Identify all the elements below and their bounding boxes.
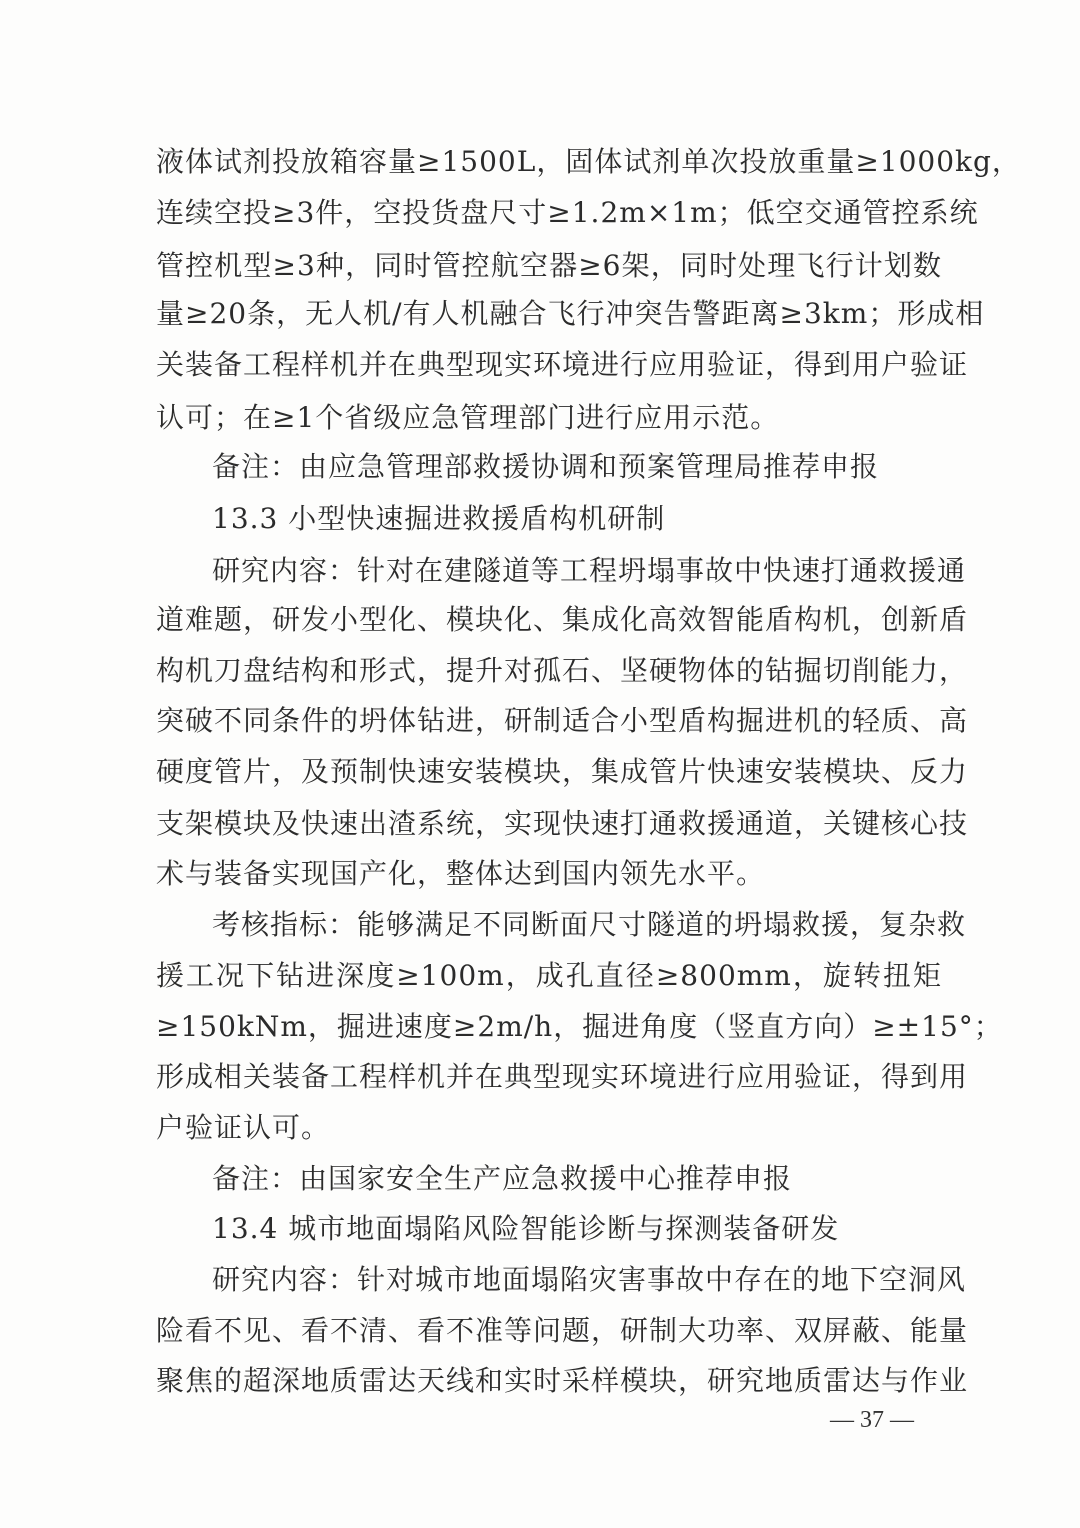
text-line: 关装备工程样机并在典型现实环境进行应用验证，得到用户验证 (156, 348, 969, 381)
text-line: ≥150kNm，掘进速度≥2m/h，掘进角度（竖直方向）≥±15°； (156, 1010, 1003, 1043)
text-line: 量≥20条，无人机/有人机融合飞行冲突告警距离≥3km；形成相 (156, 297, 985, 330)
page-number: — 37 — (830, 1407, 914, 1433)
section-heading-13-3: 13.3 小型快速掘进救援盾构机研制 (212, 502, 666, 535)
text-line: 形成相关装备工程样机并在典型现实环境进行应用验证，得到用 (156, 1060, 969, 1093)
text-line: 研究内容：针对城市地面塌陷灾害事故中存在的地下空洞风 (212, 1263, 967, 1296)
text-line: 聚焦的超深地质雷达天线和实时采样模块，研究地质雷达与作业 (156, 1364, 969, 1397)
text-line: 认可；在≥1个省级应急管理部门进行应用示范。 (156, 401, 780, 434)
text-line: 硬度管片，及预制快速安装模块，集成管片快速安装模块、反力 (156, 755, 969, 788)
text-line: 支架模块及快速出渣系统，实现快速打通救援通道，关键核心技 (156, 807, 969, 840)
remark-note: 备注：由国家安全生产应急救援中心推荐申报 (212, 1162, 793, 1195)
text-line: 研究内容：针对在建隧道等工程坍塌事故中快速打通救援通 (212, 554, 967, 587)
text-line: 术与装备实现国产化，整体达到国内领先水平。 (156, 857, 766, 890)
text-line: 考核指标：能够满足不同断面尺寸隧道的坍塌救援，复杂救 (212, 908, 967, 941)
text-line: 援工况下钻进深度≥100m，成孔直径≥800mm，旋转扭矩 (156, 959, 942, 992)
text-line: 道难题，研发小型化、模块化、集成化高效智能盾构机，创新盾 (156, 603, 969, 636)
text-line: 液体试剂投放箱容量≥1500L，固体试剂单次投放重量≥1000kg， (156, 145, 1021, 178)
text-line: 连续空投≥3件，空投货盘尺寸≥1.2m×1m；低空交通管控系统 (156, 196, 979, 229)
section-heading-13-4: 13.4 城市地面塌陷风险智能诊断与探测装备研发 (212, 1212, 840, 1245)
text-line: 管控机型≥3种，同时管控航空器≥6架，同时处理飞行计划数 (156, 249, 942, 282)
text-line: 户验证认可。 (156, 1111, 331, 1144)
text-line: 突破不同条件的坍体钻进，研制适合小型盾构掘进机的轻质、高 (156, 704, 969, 737)
remark-note: 备注：由应急管理部救援协调和预案管理局推荐申报 (212, 450, 880, 483)
text-line: 构机刀盘结构和形式，提升对孤石、坚硬物体的钻掘切削能力， (156, 654, 969, 687)
text-line: 险看不见、看不清、看不准等问题，研制大功率、双屏蔽、能量 (156, 1314, 969, 1347)
